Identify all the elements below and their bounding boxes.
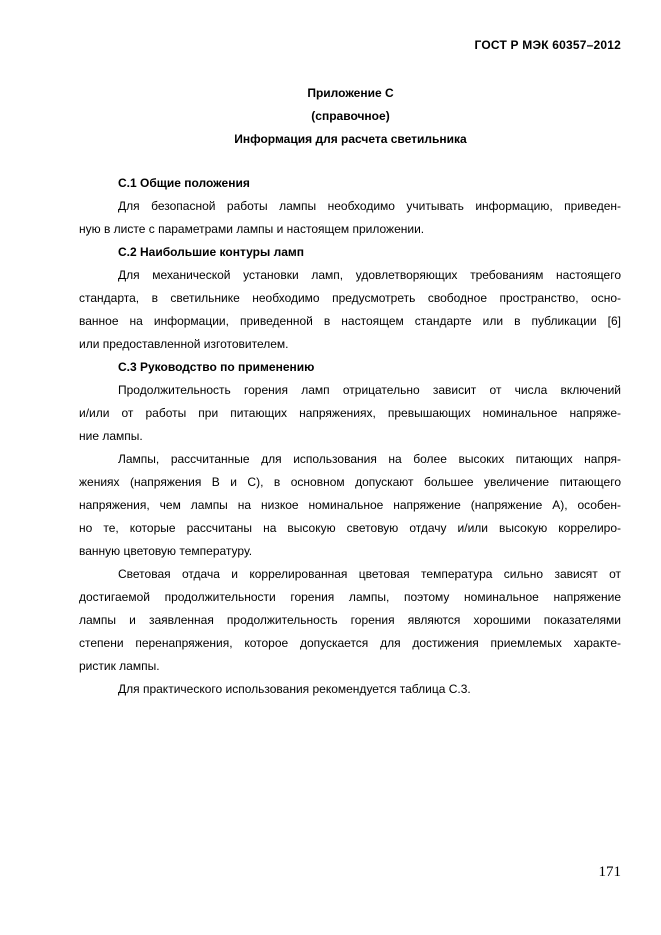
text-line: достигаемой продолжительности горения лампы, поэтому номинальное напряжение [79,590,621,604]
appendix-title-block [0,82,661,151]
text-line: ние лампы. [79,429,143,443]
text-line: ванное на информации, приведенной в настоящем стандарте или в публикации [6] [79,314,621,328]
text-line: ную в листе с параметрами лампы и настоящем приложении. [79,222,425,236]
text-line: Лампы, рассчитанные для использования на более высоких питающих напря- [118,452,621,466]
page-number: 171 [598,864,621,880]
text-line: или предоставленной изготовителем. [79,337,289,351]
text-line: лампы и заявленная продолжительность горения являются хорошими показателями [79,613,621,627]
appendix-type: (справочное) [311,109,390,123]
section-heading: С.2 Наибольшие контуры ламп [118,245,305,259]
section-heading: С.1 Общие положения [118,176,250,190]
text-line: но те, которые рассчитаны на высокую световую отдачу и/или высокую коррелиро- [79,521,621,535]
appendix-subtitle: Информация для расчета светильника [234,132,467,146]
text-line: степени перенапряжения, которое допускается для достижения приемлемых характе- [79,636,621,650]
standard-header: ГОСТ Р МЭК 60357–2012 [474,38,621,52]
text-line: Для безопасной работы лампы необходимо учитывать информацию, приведен- [118,199,621,213]
text-line: стандарта, в светильнике необходимо предусмотреть свободное пространство, осно- [79,291,621,305]
text-line: и/или от работы при питающих напряжениях, превышающих номинальное напряже- [79,406,621,420]
text-line: ванную цветовую температуру. [79,544,253,558]
text-line: ристик лампы. [79,659,160,673]
text-line: Для механической установки ламп, удовлетворяющих требованиям настоящего [118,268,621,282]
text-line: Продолжительность горения ламп отрицательно зависит от числа включений [118,383,621,397]
text-line: Световая отдача и коррелированная цветовая температура сильно зависят от [118,567,621,581]
text-line: Для практического использования рекомендуется таблица С.3. [118,682,471,696]
text-line: жениях (напряжения В и С), в основном допускают большее увеличение питающего [79,475,621,489]
appendix-title: Приложение С [307,86,394,100]
text-line: напряжения, чем лампы на низкое номинальное напряжение (напряжение А), особен- [79,498,621,512]
section-heading: С.3 Руководство по применению [118,360,315,374]
